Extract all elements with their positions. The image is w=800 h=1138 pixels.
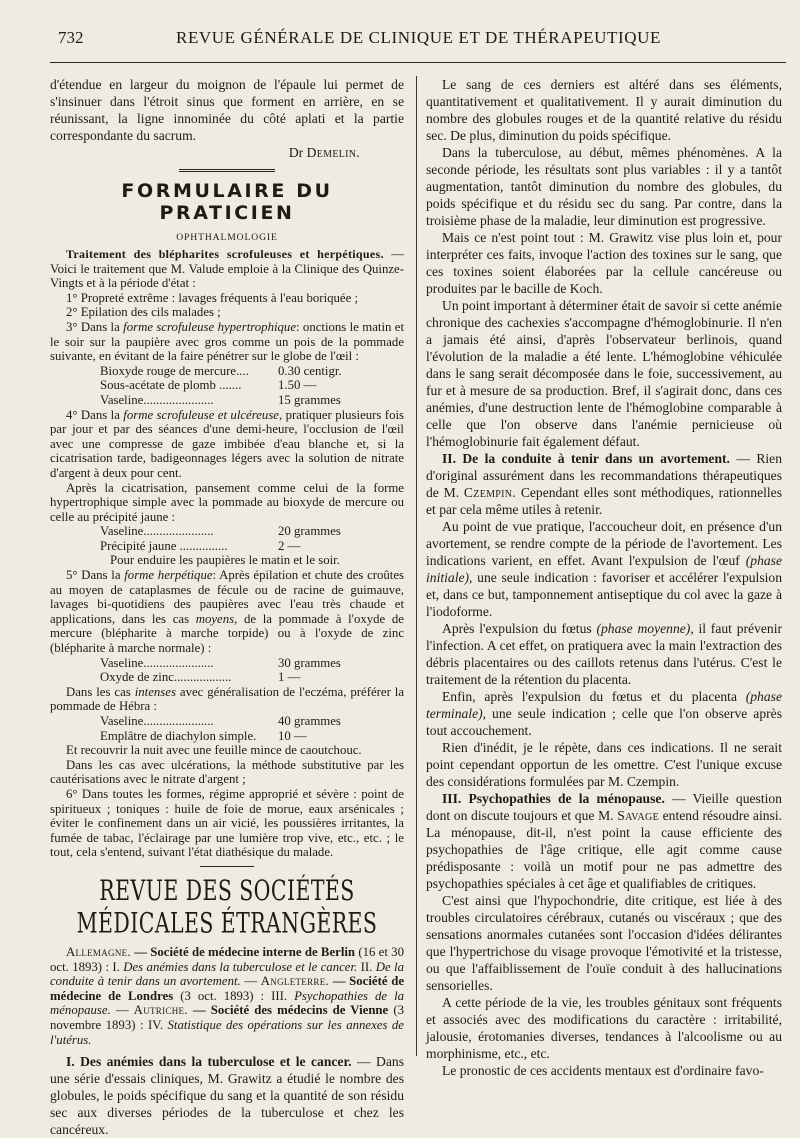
section-3-text-a: — Vieille question dont on discute toujours et que M. xyxy=(426,791,782,823)
para-text: Au point de vue pratique, l'accoucheur doit, en présence d'un avortement, se rendre compte de la période de l'avortement. Les indications varient, en effet. Avant l'expulsion de l'œuf xyxy=(426,519,782,568)
section-separator xyxy=(200,866,254,867)
quantity: 2 — xyxy=(278,538,301,553)
quantity: 10 — xyxy=(278,728,307,743)
signature-name: Demelin. xyxy=(306,145,360,160)
ingredient: Vaseline...................... xyxy=(100,714,214,728)
society-vienna: — Société des médecins de Vienne xyxy=(192,1003,389,1018)
column-divider xyxy=(416,76,417,1056)
formula-item-1: 1° Propreté extrême : lavages fréquents à l'eau boriquée ; xyxy=(66,290,359,305)
society-berlin: — Société de médecine interne de Berlin xyxy=(134,944,356,959)
recipe-row xyxy=(50,378,404,393)
item5-form: forme herpétique xyxy=(124,568,213,583)
section-2-paragraph xyxy=(426,450,782,518)
formulaire-title: FORMULAIRE DU PRATICIEN xyxy=(121,180,333,224)
recipe-row xyxy=(50,364,404,379)
quantity: 1.50 — xyxy=(278,378,317,393)
paragraph: C'est ainsi que l'hypochondrie, dite critique, est liée à des troubles circulatoires cérébraux, cutanés ou viscéraux ; que des sensations anormales cutanées sont l'occasion d'idées délirantes que l'hypertrichose du visage provoque l'émotivité et la tristesse, ou que l'affaiblissement de l'ouïe conduit à des hallucinations sensorielles. xyxy=(426,893,782,993)
phase-moyenne: (phase moyenne) xyxy=(596,621,691,636)
quantity: 0.30 centigr. xyxy=(278,363,342,378)
para-text: , une seule indication : favoriser et accélérer l'expulsion et, dans ce but, tamponnement antiseptique du col avec la gaze à l'iodoforme. xyxy=(426,570,782,619)
country-germany: Allemagne. xyxy=(66,944,131,959)
section-1-title: I. Des anémies dans la tuberculose et le cancer. xyxy=(66,1054,352,1070)
quantity: 15 grammes xyxy=(278,392,341,407)
running-header xyxy=(58,28,776,54)
country-austria: — Autriche. xyxy=(115,1003,188,1018)
intro-paragraph: d'étendue en largeur du moignon de l'épaule lui permet de s'insinuer dans l'étroit sinus que forment en arrière, en se réunissant, la ligne innominée du côté aplati et la partie correspondante du sacrum. xyxy=(50,77,404,143)
ingredient: Vaseline...................... xyxy=(100,392,214,407)
section-1-paragraph xyxy=(50,1053,404,1138)
topic-3: Psychopathies de la ménopause. xyxy=(50,988,405,1018)
section-1-text: — Dans une série d'essais cliniques, M. Grawitz a étudié le nombre des globules, le poids spécifique du sang et la quantité de son résidu sec aux diverses périodes de la tuberculose et chez les cancéreux. xyxy=(50,1054,404,1138)
page-number: 732 xyxy=(58,28,84,47)
para-text: Après l'expulsion du fœtus xyxy=(442,621,592,636)
intense-text: avec généralisation de l'eczéma, préférer la pommade de Hébra : xyxy=(50,684,405,714)
formula-intro xyxy=(50,247,404,291)
berlin-date: (16 et 30 oct. 1893) : I. xyxy=(50,944,404,974)
formula-item-2: 2° Epilation des cils malades ; xyxy=(66,305,221,320)
recipe-2 xyxy=(50,524,404,553)
section-3-paragraph xyxy=(426,790,782,892)
item3-text: : onctions le matin et le soir sur la paupière avec gros comme un pois de la pommade suivante, en évitant de la faire pénétrer sur le globe de l'œil : xyxy=(50,319,404,364)
phase-terminale: (phase terminale) xyxy=(426,689,782,721)
recipe-row xyxy=(50,524,404,539)
recipe-row xyxy=(50,729,404,744)
ingredient: Précipité jaune ............... xyxy=(100,538,228,553)
ingredient: Sous-acétate de plomb ....... xyxy=(100,378,242,393)
ingredient: Oxyde de zinc.................. xyxy=(100,670,232,685)
para-text: , il faut prévenir l'infection. A cet effet, on pratiquera avec la main l'extraction des débris placentaires ou des caillots retenus dans l'utérus. C'est le traitement de la rétention du placenta. xyxy=(426,621,782,687)
topic-1: Des anémies dans la tuberculose et le cancer. xyxy=(123,959,358,974)
paragraph: A cette période de la vie, les troubles génitaux sont fréquents et associés avec des modifications du caractère : irritabilité, jalousie, érotomanies diverses, tendances à l'alcoolisme ou au morphinisme, etc., etc. xyxy=(426,995,782,1061)
paragraph xyxy=(426,688,782,739)
paragraph: Un point important à déterminer était de savoir si cette anémie chronique des cachexies s'accompagne d'hémoglobinurie. Il n'en a jamais été ainsi, d'après l'observateur berlinois, quand l'évolution de la maladie a été lente. L'hémoglobine véhiculée dans le sang serait décomposée dans le foie, successivement, au fur et à mesure de sa production. Bref, il s'agirait donc, dans ces anémies, d'une destruction lente de l'hémoglobine comparable à celle que l'on observe dans l'anémie pernicieuse où l'hémoglobinurie fait également défaut. xyxy=(426,298,782,449)
right-column xyxy=(426,76,782,1079)
formula-item-6: 6° Dans toutes les formes, régime approprié et sévère : point de spiritueux ; toniques : huile de foie de morue, eaux arsénicales ; éviter le confinement dans un air vicié, les poussières irritantes, la fumée de tabac, l'éclairage par une lumière trop vive, etc., etc. ; le tout, cela s'entend, suivant l'état diathésique du malade. xyxy=(50,786,404,860)
rubric-ophthalmologie: OPHTHALMOLOGIE xyxy=(176,232,278,243)
quantity: 40 grammes xyxy=(278,714,341,728)
item5-text-b: , de la pommade à l'oxyde de mercure (blépharite à marche torpide) ou à l'oxyde de zinc (blépharite à marche normale) : xyxy=(50,611,404,656)
section-2-text-b: Cependant elles sont méthodiques, rationnelles et par cela même utiles à retenir. xyxy=(426,485,782,517)
quantity: 30 grammes xyxy=(278,655,341,670)
recipe-1 xyxy=(50,364,404,408)
recipe-row xyxy=(50,393,404,408)
recipe-row xyxy=(50,539,404,554)
recipe-2-note: Pour enduire les paupières le matin et le soir. xyxy=(110,553,340,568)
ingredient: Bioxyde rouge de mercure.... xyxy=(100,363,249,378)
recipe-row xyxy=(50,670,404,685)
section-2-title: II. De la conduite à tenir dans un avortement. xyxy=(442,451,730,466)
paragraph: Mais ce n'est point tout : M. Grawitz vise plus loin et, pour interpréter ces faits, invoque l'action des toxines sur le sang, que ces toxines soient élaborées par la cellule cancéreuse ou produites par le bacille de Koch. xyxy=(426,230,782,296)
author-czempin: Czempin. xyxy=(463,485,517,500)
item5-moyens: moyens xyxy=(195,611,235,626)
item5-lead: 5° Dans la xyxy=(66,568,121,583)
formula-ulcerations: Dans les cas avec ulcérations, la méthode substitutive par les cautérisations avec le nitrate d'argent ; xyxy=(50,757,404,787)
formula-intense xyxy=(50,685,404,714)
journal-title: REVUE GÉNÉRALE DE CLINIQUE ET DE THÉRAPEUTIQUE xyxy=(176,28,661,47)
paragraph: Dans la tuberculose, au début, mêmes phénomènes. A la seconde période, les résultats sont plus variables : il y a tantôt augmentation, tantôt diminution du nombre des globules, du poids spécifique et du résidu sec du sang. Par contre, dans la troisième phase de la maladie, leur diminution est progressive. xyxy=(426,145,782,228)
item4-form: forme scrofuleuse et ulcéreuse xyxy=(123,407,279,422)
left-column xyxy=(50,76,404,1138)
intense-word: intenses xyxy=(134,684,176,699)
formula-after-cicatrisation: Après la cicatrisation, pansement comme celui de la forme hypertrophique simple avec la pommade au bioxyde de mercure ou celle au précipité jaune : xyxy=(50,480,404,524)
london-date: (3 oct. 1893) : III. xyxy=(180,988,288,1003)
ingredient: Vaseline...................... xyxy=(100,655,214,670)
formula-night: Et recouvrir la nuit avec une feuille mince de caoutchouc. xyxy=(66,743,362,758)
section-separator xyxy=(179,169,275,172)
formula-item-3 xyxy=(50,320,404,364)
author-savage: Savage xyxy=(617,808,659,823)
ingredient: Vaseline...................... xyxy=(100,524,214,539)
section-3-text-b: entend résoudre ainsi. La ménopause, dit-il, n'est point la cause efficiente des psychopathies de l'âge critique, elle agit comme cause prédisposante : voilà un motif pour ne pas admettre des psychopathies spéciales à cet âge et qualifiables de critiques. xyxy=(426,808,783,891)
formula-item-4 xyxy=(50,408,404,481)
topic-4: Statistique des opérations sur les annexes de l'utérus. xyxy=(50,1017,404,1047)
ingredient: Emplâtre de diachylon simple. xyxy=(100,728,257,743)
recipe-row xyxy=(50,714,404,729)
section-2-text-a: — Rien d'original assurément dans les recommandations thérapeutiques de M. xyxy=(426,451,782,500)
revue-title: REVUE DES SOCIÉTÉS MÉDICALES ÉTRANGÈRES xyxy=(76,874,378,940)
item4-lead: 4° Dans la xyxy=(66,407,120,422)
formula-item-5 xyxy=(50,568,404,656)
topic-2: De la conduite à tenir dans un avortement. xyxy=(50,959,405,989)
formula-subtitle: Traitement des blépharites scrofuleuses et herpétiques. xyxy=(66,247,384,261)
vienna-date: (3 novembre 1893) : IV. xyxy=(50,1003,404,1032)
recipe-3 xyxy=(50,656,404,685)
item4-text: , pratiquer plusieurs fois par jour et par des séances d'une demi-heure, l'occlusion de l'œil avec une compresse de gaze imbibée d'eau blanche et, si la cicatrisation tarde, badigeonnages légers avec la solution de nitrate d'argent à deux pour cent. xyxy=(50,407,405,480)
roman-2: II. xyxy=(360,959,373,974)
item5-text-a: : Après épilation et chute des croûtes au moyen de cataplasmes de fécule ou de racine de guimauve, lavages bi-quotidiens des paupières avec l'eau très chaude et applications, dans les cas xyxy=(50,568,405,626)
society-london: — Société de médecine de Londres xyxy=(50,974,404,1003)
item3-form: forme scrofuleuse hypertrophique xyxy=(123,319,296,334)
author-signature xyxy=(50,144,404,161)
signature-prefix: Dr xyxy=(288,145,304,160)
quantity: 1 — xyxy=(278,670,301,685)
paragraph: Le pronostic de ces accidents mentaux est d'ordinaire favo- xyxy=(442,1063,764,1078)
recipe-4 xyxy=(50,714,404,743)
paragraph xyxy=(426,620,782,688)
item3-lead: 3° Dans la xyxy=(66,319,120,334)
section-3-title: III. Psychopathies de la ménopause. xyxy=(442,791,665,806)
recipe-row xyxy=(50,656,404,671)
phase-initiale: (phase initiale) xyxy=(426,553,782,585)
intense-lead: Dans les cas xyxy=(66,684,131,699)
paragraph: Rien d'inédit, je le répète, dans ces indications. Il ne serait point cependant opportun de les omettre. C'est l'unique excuse des considérations formulées par M. Czempin. xyxy=(426,740,782,789)
header-rule xyxy=(50,62,786,63)
paragraph: Le sang de ces derniers est altéré dans ses éléments, quantitativement et qualitativement. Il y aurait diminution du nombre des globules rouges et de la quantité relative du résidu sec. De plus, diminution du poids spécifique. xyxy=(426,77,782,143)
paragraph xyxy=(426,518,782,620)
country-england: — Angleterre. xyxy=(244,974,330,989)
quantity: 20 grammes xyxy=(278,524,341,539)
revue-summary xyxy=(50,945,404,1047)
para-text: , une seule indication ; celle que l'on observe après tout accouchement. xyxy=(426,706,782,738)
formula-intro-text: — Voici le traitement que M. Valude emploie à la Clinique des Quinze-Vingts et à la période d'état : xyxy=(50,247,404,291)
para-text: Enfin, après l'expulsion du fœtus et du placenta xyxy=(442,689,737,704)
